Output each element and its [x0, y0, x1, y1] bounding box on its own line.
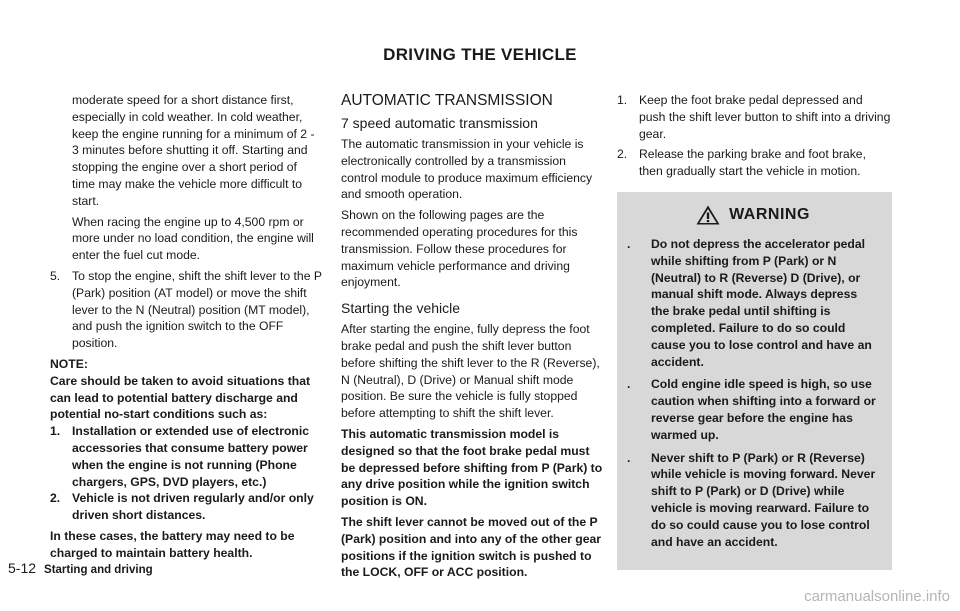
paragraph: Shown on the following pages are the recommended operating procedures for this transmission. Follow these procedures for maximum vehicle performance and driving enjoyment. [341, 208, 578, 290]
paragraph: This automatic transmission model is designed so that the foot brake pedal must be depressed before shifting from P (Park) to any drive position while the ignition switch position is ON. [341, 426, 603, 509]
warning-text: Cold engine idle speed is high, so use caution when shifting into a forward or reverse gear before the engine has warmed up. [651, 377, 876, 442]
page-footer [8, 560, 153, 576]
warning-triangle-icon [695, 204, 721, 226]
paragraph: When racing the engine up to 4,500 rpm or more under no load condition, the engine will enter the fuel cut mode. [72, 214, 314, 263]
step-text: Vehicle is not driven regularly and/or only driven short distances. [72, 491, 314, 523]
step-text: Keep the foot brake pedal depressed and push the shift lever button to shift into a driving gear. [639, 93, 891, 141]
note-intro: Care should be taken to avoid situations that can lead to potential battery discharge and potential no-start conditions such as: [50, 373, 311, 422]
list-item [50, 423, 322, 490]
list-item [50, 268, 322, 352]
warning-text: Never shift to P (Park) or R (Reverse) while vehicle is moving forward. Never shift to P (Park) or D (Drive) while vehicle is moving rearward. Failure to do so could cause you to lose control and have an accident. [651, 450, 876, 549]
list-item [617, 92, 892, 142]
step-text: Installation or extended use of electronic accessories that consume battery power when the engine is not running (Phone chargers, GPS, DVD players, etc.) [72, 424, 310, 489]
paragraph: moderate speed for a short distance first, especially in cold weather. In cold weather, keep the engine running for a minimum of 2 - 3 minutes before shutting it off. Starting and stopping the engine over a short period of time may make the vehicle more difficult to start. [72, 93, 315, 208]
section-heading: AUTOMATIC TRANSMISSION [341, 92, 553, 109]
step-number: 1. [617, 93, 628, 107]
step-text: To stop the engine, shift the shift lever to the P (Park) position (AT model) or move the shift lever to the N (Neutral) position (MT model), and push the ignition switch to the OFF position. [72, 268, 322, 351]
step-number: 2. [50, 491, 61, 506]
warning-box [617, 192, 892, 570]
step-number: 1. [50, 424, 61, 439]
warning-item [627, 236, 878, 370]
watermark: carmanualsonline.info [804, 588, 950, 605]
step-number: 5. [50, 268, 61, 283]
step-text: Release the parking brake and foot brake, then gradually start the vehicle in motion. [639, 147, 866, 179]
paragraph: After starting the engine, fully depress the foot brake pedal and push the shift lever button before shifting the shift lever to the R (Reverse), N (Neutral), D (Drive) or Manual shift mode position. Be sure the vehicle is fully stopped before attempting to shift the shift lever. [341, 322, 600, 421]
paragraph: The shift lever cannot be moved out of the P (Park) position and into any of the other gear positions if the ignition switch is pushed to the LOCK, OFF or ACC position. [341, 514, 602, 580]
warning-text: Do not depress the accelerator pedal while shifting from P (Park) or N (Neutral) to R (Reverse) D (Drive), or manual shift mode. Always depress the brake pedal until shifting is completed. Failure to do so could cause you to lose control and have an accident. [651, 236, 872, 369]
warning-item [627, 450, 878, 551]
bullet: . [627, 450, 631, 465]
note-label: NOTE: [50, 356, 88, 371]
paragraph: The automatic transmission in your vehicle is electronically controlled by a transmission control module to produce maximum efficiency and smooth operation. [341, 137, 593, 202]
column-right [617, 92, 892, 570]
warning-header [627, 204, 878, 226]
footer-section-title: Starting and driving [44, 564, 153, 576]
step-number: 2. [617, 147, 628, 162]
warning-item [627, 376, 878, 443]
note-end: In these cases, the battery may need to be charged to maintain battery health. [50, 528, 295, 560]
warning-title: WARNING [729, 205, 810, 223]
bullet: . [627, 377, 631, 392]
column-middle [341, 92, 603, 581]
subsection-heading: 7 speed automatic transmission [341, 115, 538, 131]
subsection-heading: Starting the vehicle [341, 300, 461, 317]
page-header-title: DRIVING THE VEHICLE [383, 45, 577, 64]
list-item [50, 490, 322, 524]
column-left [50, 92, 322, 562]
bullet: . [627, 236, 631, 251]
page-number: 5-12 [8, 560, 37, 576]
list-item [617, 146, 892, 180]
